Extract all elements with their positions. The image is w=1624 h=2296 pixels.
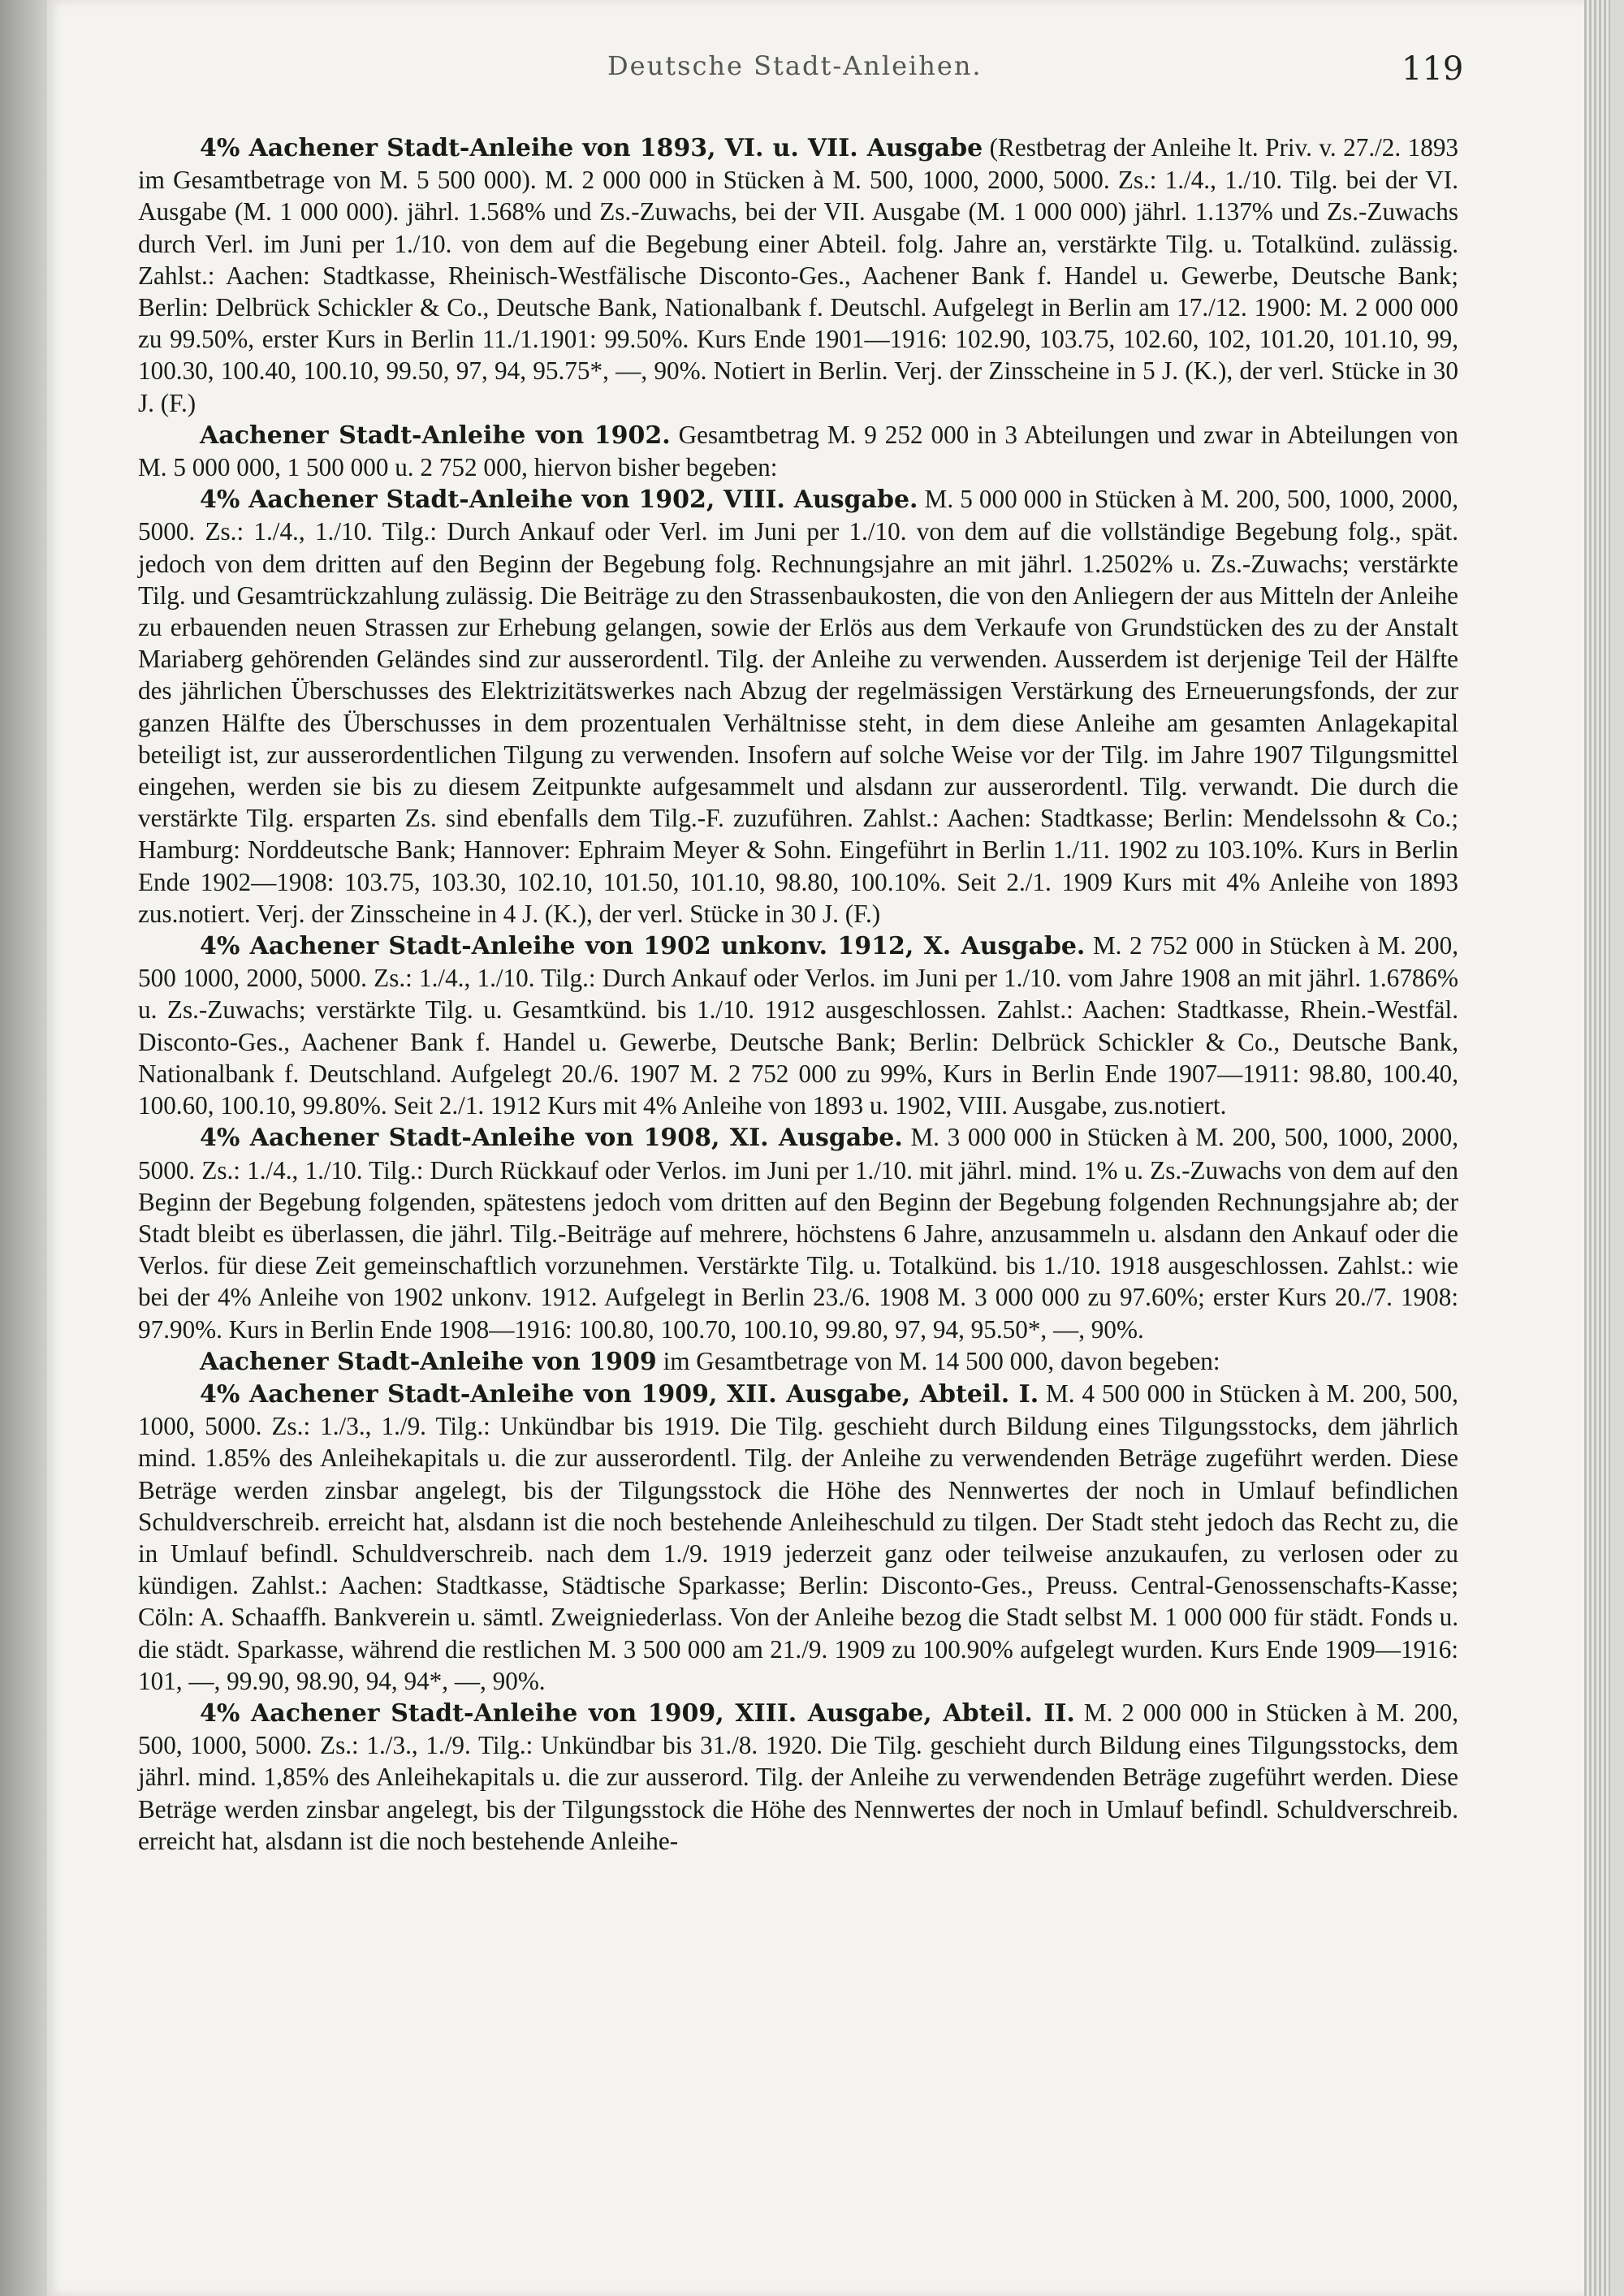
paragraph-heading: 4% Aachener Stadt-Anleihe von 1902, VIII. Ausgabe. xyxy=(200,486,918,515)
paragraph xyxy=(138,419,1458,483)
paragraph xyxy=(138,930,1458,1121)
paragraph xyxy=(138,1378,1458,1697)
paragraph-body: (Restbetrag der Anleihe lt. Priv. v. 27./2. 1893 im Gesamtbetrage von M. 5 500 000). M. 2 000 000 in Stücken à M. 500, 1000, 2000, 5000. Zs.: 1./4., 1./10. Tilg. bei der VI. Ausgabe (M. 1 000 000). jährl. 1.568% und Zs.-Zuwachs, bei der VII. Ausgabe (M. 1 000 000) jährl. 1.137% und Zs.-Zuwachs durch Verl. im Juni per 1./10. von dem auf die Begebung einer Abteil. folg. Jahre an, verstärkte Tilg. u. Totalkünd. zulässig. Zahlst.: Aachen: Stadtkasse, Rheinisch-Westfälische Disconto-Ges., Aachener Bank f. Handel u. Gewerbe, Deutsche Bank; Berlin: Delbrück Schickler & Co., Deutsche Bank, Nationalbank f. Deutschl. Aufgelegt in Berlin am 17./12. 1900: M. 2 000 000 zu 99.50%, erster Kurs in Berlin 11./1.1901: 99.50%. Kurs Ende 1901—1916: 102.90, 103.75, 102.60, 102, 101.20, 101.10, 99, 100.30, 100.40, 100.10, 99.50, 97, 94, 95.75*, —, 90%. Notiert in Berlin. Verj. der Zinsscheine in 5 J. (K.), der verl. Stücke in 30 J. (F.) xyxy=(138,133,1459,417)
page-edge xyxy=(1584,0,1610,2296)
document-page xyxy=(47,0,1610,2296)
paragraph-body: M. 2 752 000 in Stücken à M. 200, 500 1000, 2000, 5000. Zs.: 1./4., 1./10. Tilg.: Durch Ankauf oder Verlos. im Juni per 1./10. vom Jahre 1908 an mit jährl. 1.6786% u. Zs.-Zuwachs; verstärkte Tilg. u. Gesamtkünd. bis 1./10. 1912 ausgeschlossen. Zahlst.: Aachen: Stadtkasse, Rhein.-Westfäl. Disconto-Ges., Aachener Bank f. Handel u. Gewerbe, Deutsche Bank; Berlin: Delbrück Schickler & Co., Deutsche Bank, Nationalbank f. Deutschland. Aufgelegt 20./6. 1907 M. 2 752 000 zu 99%, Kurs in Berlin Ende 1907—1911: 98.80, 100.40, 100.60, 100.10, 99.80%. Seit 2./1. 1912 Kurs mit 4% Anleihe von 1893 u. 1902, VIII. Ausgabe, zus.notiert. xyxy=(138,931,1459,1120)
paragraph xyxy=(138,1345,1458,1378)
paragraph-body: M. 5 000 000 in Stücken à M. 200, 500, 1000, 2000, 5000. Zs.: 1./4., 1./10. Tilg.: Durch Ankauf oder Verl. im Juni per 1./10. von dem auf die vollständige Begebung folg., spät. jedoch von dem dritten auf den Beginn der Begebung folg. Rechnungsjahre an mit jährl. 1.2502% u. Zs.-Zuwachs; verstärkte Tilg. und Gesamtrückzahlung zulässig. Die Beiträge zu den Strassenbaukosten, die von den Anliegern der aus Mitteln der Anleihe zu erbauenden neuen Strassen zur Erhebung gelangen, sowie der Erlös aus dem Verkaufe von Grundstücken des zu der Anstalt Mariaberg gehörenden Geländes sind zur ausserordentl. Tilg. der Anleihe zu verwenden. Ausserdem ist derjenige Teil der Hälfte des jährlichen Überschusses des Elektrizitätswerkes nach Abzug der regelmässigen Verstärkung des Erneuerungsfonds, der zur ganzen Hälfte des Überschusses in dem prozentualen Verhältnisse steht, in dem diese Anleihe am gesamten Anlagekapital beteiligt ist, zur ausserordentlichen Tilgung zu verwenden. Insofern auf solche Weise vor der Tilg. im Jahre 1907 Tilgungsmittel eingehen, werden sie bis zu diesem Zeitpunkte aufgesammelt und alsdann zur ausserordentl. Tilg. verwandt. Die durch die verstärkte Tilg. ersparten Zs. sind ebenfalls dem Tilg.-F. zuzuführen. Zahlst.: Aachen: Stadtkasse; Berlin: Mendelssohn & Co.; Hamburg: Norddeutsche Bank; Hannover: Ephraim Meyer & Sohn. Eingeführt in Berlin 1./11. 1902 zu 103.10%. Kurs in Berlin Ende 1902—1908: 103.75, 103.30, 102.10, 101.50, 101.10, 98.80, 100.10%. Seit 2./1. 1909 Kurs mit 4% Anleihe von 1893 zus.notiert. Verj. der Zinsscheine in 4 J. (K.), der verl. Stücke in 30 J. (F.) xyxy=(138,485,1458,928)
paragraph-heading: 4% Aachener Stadt-Anleihe von 1893, VI. u. VII. Ausgabe xyxy=(200,134,983,162)
paragraph-body: Gesamtbetrag M. 9 252 000 in 3 Abteilungen und zwar in Abteilungen von M. 5 000 000, 1 500 000 u. 2 752 000, hiervon bisher begeben: xyxy=(138,420,1458,482)
paragraph-body: M. 4 500 000 in Stücken à M. 200, 500, 1000, 5000. Zs.: 1./3., 1./9. Tilg.: Unkündbar bis 1919. Die Tilg. geschieht durch Bildung eines Tilgungsstocks, dem jährlich mind. 1.85% des Anleihekapitals u. die zur ausserordentl. Tilg. der Anleihe zu verwendenden Beträge zugeführt werden. Diese Beträge werden zinsbar angelegt, bis der Tilgungsstock die Höhe des Nennwertes der noch in Umlauf befindlichen Schuldverschreib. erreicht hat, alsdann ist die noch bestehende Anleiheschuld zu tilgen. Der Stadt steht jedoch das Recht zu, die in Umlauf befindl. Schuldverschreib. nach dem 1./9. 1919 jederzeit ganz oder teilweise anzukaufen, zu verlosen oder zu kündigen. Zahlst.: Aachen: Stadtkasse, Städtische Sparkasse; Berlin: Disconto-Ges., Preuss. Central-Genossenschafts-Kasse; Cöln: A. Schaaffh. Bankverein u. sämtl. Zweigniederlass. Von der Anleihe bezog die Stadt selbst M. 1 000 000 für städt. Fonds u. die städt. Sparkasse, während die restlichen M. 3 500 000 am 21./9. 1909 zu 100.90% aufgelegt wurden. Kurs Ende 1909—1916: 101, —, 99.90, 98.90, 94, 94*, —, 90%. xyxy=(138,1379,1458,1695)
paragraph-heading: Aachener Stadt-Anleihe von 1902. xyxy=(200,421,671,450)
paragraph-heading: 4% Aachener Stadt-Anleihe von 1908, XI. Ausgabe. xyxy=(200,1124,903,1153)
page-number: 119 xyxy=(1402,50,1464,88)
paragraph-body: im Gesamtbetrage von M. 14 500 000, davon begeben: xyxy=(656,1346,1220,1375)
paragraph-body: M. 2 000 000 in Stücken à M. 200, 500, 1000, 5000. Zs.: 1./3., 1./9. Tilg.: Unkündbar bis 31./8. 1920. Die Tilg. geschieht durch Bildung eines Tilgungsstocks, dem jährl. mind. 1,85% des Anleihekapitals u. die zur ausserord. Tilg. der Anleihe zu verwendenden Beträge zugeführt werden. Diese Beträge werden zinsbar angelegt, bis der Tilgungsstock die Höhe des Nennwertes der noch in Umlauf befindl. Schuldverschreib. erreicht hat, alsdann ist die noch bestehende Anleihe- xyxy=(138,1698,1458,1855)
paragraph xyxy=(138,132,1458,419)
page-text xyxy=(138,132,1458,1857)
paragraph-heading: 4% Aachener Stadt-Anleihe von 1909, XII. Ausgabe, Abteil. I. xyxy=(200,1379,1039,1409)
paragraph xyxy=(138,1121,1458,1344)
book-spine-shadow xyxy=(0,0,47,2296)
paragraph-heading: Aachener Stadt-Anleihe von 1909 xyxy=(200,1347,657,1376)
running-title: Deutsche Stadt-Anleihen. xyxy=(607,50,983,81)
paragraph xyxy=(138,1697,1458,1857)
paragraph-heading: 4% Aachener Stadt-Anleihe von 1909, XIII. Ausgabe, Abteil. II. xyxy=(200,1698,1075,1728)
paragraph-body: M. 3 000 000 in Stücken à M. 200, 500, 1000, 2000, 5000. Zs.: 1./4., 1./10. Tilg.: Durch Rückkauf oder Verlos. im Juni per 1./10. mit jährl. mind. 1% u. Zs.-Zuwachs von dem auf den Beginn der Begebung folgenden, spätestens jedoch vom dritten auf den Beginn der Begebung folgenden Rechnungsjahre ab; der Stadt bleibt es überlassen, die jährl. Tilg.-Beiträge auf mehrere, höchstens 6 Jahre, anzusammeln u. alsdann den Ankauf oder die Verlos. für diese Zeit gemeinschaftlich vorzunehmen. Verstärkte Tilg. u. Totalkünd. bis 1./10. 1918 ausgeschlossen. Zahlst.: wie bei der 4% Anleihe von 1902 unkonv. 1912. Aufgelegt in Berlin 23./6. 1908 M. 3 000 000 zu 97.60%; erster Kurs 20./7. 1908: 97.90%. Kurs in Berlin Ende 1908—1916: 100.80, 100.70, 100.10, 99.80, 97, 94, 95.50*, —, 90%. xyxy=(138,1123,1458,1344)
paragraph xyxy=(138,483,1458,930)
paragraph-heading: 4% Aachener Stadt-Anleihe von 1902 unkonv. 1912, X. Ausgabe. xyxy=(200,932,1086,961)
